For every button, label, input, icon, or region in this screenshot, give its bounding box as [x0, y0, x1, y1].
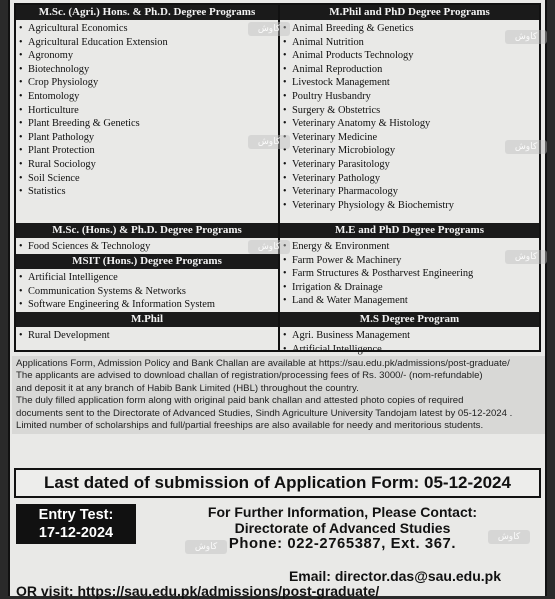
program-item: • Agronomy [16, 49, 278, 63]
watermark-logo: كاوش [505, 30, 547, 44]
info-line: documents sent to the Directorate of Advanced Studies, Sindh Agriculture University Tandojam latest by 05-12-2024 . [16, 407, 513, 419]
contact-section [14, 502, 541, 599]
program-list [280, 20, 539, 212]
program-item: • Agri. Business Management [280, 329, 539, 343]
program-item: • Soil Science [16, 172, 278, 186]
section-header: M.Phil [16, 312, 278, 327]
email-address[interactable]: Email: director.das@sau.edu.pk [288, 568, 501, 584]
section-msc-agri [16, 5, 278, 199]
program-item: • Animal Reproduction [280, 63, 539, 77]
entry-test-date: 17-12-2024 [38, 525, 114, 541]
left-column [16, 5, 280, 350]
program-item: • Communication Systems & Networks [16, 285, 278, 299]
program-item: • Rural Development [16, 329, 278, 343]
application-info [12, 356, 545, 434]
watermark-logo: كاوش [505, 140, 547, 154]
program-list [280, 327, 539, 356]
program-item: • Crop Physiology [16, 76, 278, 90]
program-item: • Veterinary Pathology [280, 172, 539, 186]
program-item: • Animal Products Technology [280, 49, 539, 63]
program-item: • Poultry Husbandry [280, 90, 539, 104]
section-header: M.Phil and PhD Degree Programs [280, 5, 539, 20]
program-item: • Agricultural Education Extension [16, 36, 278, 50]
program-item: • Statistics [16, 185, 278, 199]
program-item: • Veterinary Pharmacology [280, 185, 539, 199]
directorate-name: Directorate of Advanced Studies [234, 520, 451, 536]
programs-grid [14, 3, 541, 355]
program-item: • Veterinary Parasitology [280, 158, 539, 172]
info-line: Limited number of scholarships and full/partial freeships are also available for needy and meritorious students. [16, 420, 484, 432]
section-me-phd [280, 223, 539, 308]
program-item: • Plant Breeding & Genetics [16, 117, 278, 131]
section-header: M.S Degree Program [280, 312, 539, 327]
entry-test-box [16, 504, 136, 544]
contact-heading: For Further Information, Please Contact: [207, 504, 478, 520]
program-item: • Farm Structures & Postharvest Engineering [280, 267, 539, 281]
program-item: • Energy & Environment [280, 240, 539, 254]
watermark-logo: كاوش [248, 240, 290, 254]
program-item: • Rural Sociology [16, 158, 278, 172]
program-item: • Artificial Intelligence [16, 271, 278, 285]
program-item: • Software Engineering & Information System [16, 298, 278, 312]
program-item: • Horticulture [16, 104, 278, 118]
program-list [16, 20, 278, 199]
watermark-logo: كاوش [248, 135, 290, 149]
info-line: The duly filled application form along with original paid bank challan and attested photo copies of required [16, 395, 464, 407]
website-link[interactable]: OR visit: https://sau.edu.pk/admissions/post-graduate/ [16, 583, 380, 599]
program-item: • Food Sciences & Technology [16, 240, 278, 254]
program-item: • Entomology [16, 90, 278, 104]
watermark-logo: كاوش [505, 250, 547, 264]
program-item: • Land & Water Management [280, 294, 539, 308]
program-item: • Biotechnology [16, 63, 278, 77]
advertisement-page [8, 0, 547, 599]
program-item: • Veterinary Medicine [280, 131, 539, 145]
program-item: • Animal Nutrition [280, 36, 539, 50]
section-header: MSIT (Hons.) Degree Programs [16, 254, 278, 269]
program-item: • Veterinary Anatomy & Histology [280, 117, 539, 131]
program-item: • Farm Power & Machinery [280, 254, 539, 268]
program-list [16, 327, 278, 343]
section-ms [280, 312, 539, 356]
submission-deadline: Last dated of submission of Application Form: 05-12-2024 [14, 468, 541, 498]
section-header: M.Sc. (Hons.) & Ph.D. Degree Programs [16, 223, 278, 238]
program-list [16, 269, 278, 312]
info-line: The applicants are advised to download challan of registration/processing fees of Rs. 3000/- (nom-refundable) [16, 370, 483, 382]
program-item: • Livestock Management [280, 76, 539, 90]
watermark-logo: كاوش [185, 540, 227, 554]
info-line: and deposit it at any branch of Habib Bank Limited (HBL) throughout the country. [16, 382, 359, 394]
section-mphil [16, 312, 278, 343]
program-item: • Animal Breeding & Genetics [280, 22, 539, 36]
program-item: • Irrigation & Drainage [280, 281, 539, 295]
info-line: Applications Form, Admission Policy and Bank Challan are available at https://sau.edu.pk/admissions/post-graduate/ [16, 358, 510, 369]
contact-info [144, 504, 541, 552]
section-msc-hons [16, 223, 278, 254]
phone-number: Phone: 022-2765387, Ext. 367. [228, 536, 457, 552]
watermark-logo: كاوش [488, 530, 530, 544]
program-item: • Surgery & Obstetrics [280, 104, 539, 118]
program-list [280, 238, 539, 308]
watermark-logo: كاوش [248, 22, 290, 36]
section-header: M.E and PhD Degree Programs [280, 223, 539, 238]
program-item: • Veterinary Physiology & Biochemistry [280, 199, 539, 213]
program-item: • Artificial Intelligence [280, 343, 539, 357]
program-item: • Veterinary Microbiology [280, 144, 539, 158]
section-msit [16, 254, 278, 312]
entry-test-label: Entry Test: [38, 507, 114, 523]
section-mphil-phd [280, 5, 539, 212]
program-item: • Plant Protection [16, 144, 278, 158]
program-item: • Plant Pathology [16, 131, 278, 145]
program-item: • Agricultural Economics [16, 22, 278, 36]
program-list [16, 238, 278, 254]
section-header: M.Sc. (Agri.) Hons. & Ph.D. Degree Programs [16, 5, 278, 20]
right-column [280, 5, 539, 355]
